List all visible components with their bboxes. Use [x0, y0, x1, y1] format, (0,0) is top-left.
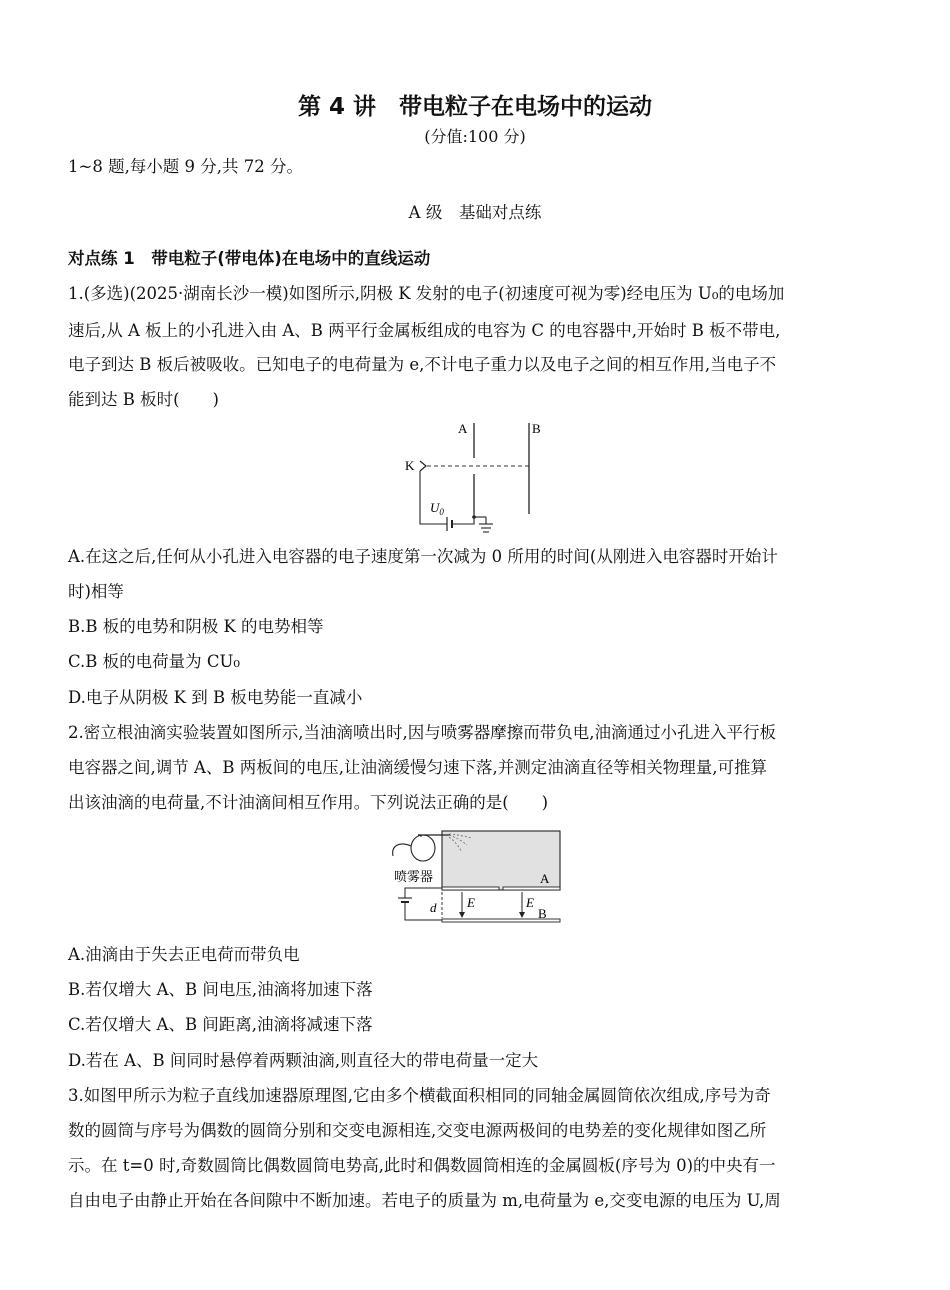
q1-line: 速后,从 A 板上的小孔进入由 A、B 两平行金属板组成的电容为 C 的电容器中,开始时 B 板不带电, [68, 321, 781, 340]
voltage-label: $U_0$ [430, 500, 444, 517]
q1-option: C.B 板的电荷量为 CU₀ [68, 652, 241, 671]
q2-line: 2.密立根油滴实验装置如图所示,当油滴喷出时,因与喷雾器摩擦而带负电,油滴通过小孔进入平行板 [68, 723, 776, 742]
q2-figure [385, 826, 565, 930]
q3-line: 自由电子由静止开始在各间隙中不断加速。若电子的质量为 m,电荷量为 e,交变电源的电压为 U,周 [68, 1191, 781, 1210]
field-arrowhead [459, 912, 465, 918]
q1-line: 1.(多选)(2025·湖南长沙一模)如图所示,阴极 K 发射的电子(初速度可视为零)经电压为 U₀的电场加 [68, 284, 785, 303]
plate-a-right [503, 887, 560, 890]
level-heading: A 级 基础对点练 [408, 203, 542, 222]
plate-a-label: A [458, 421, 468, 436]
q3-line: 3.如图甲所示为粒子直线加速器原理图,它由多个横截面积相同的同轴金属圆筒依次组成,序号为奇 [68, 1086, 771, 1105]
q1-line: 电子到达 B 板后被吸收。已知电子的电荷量为 e,不计电子重力以及电子之间的相互作用,当电子不 [68, 355, 777, 374]
wire-right [452, 514, 474, 524]
cathode-symbol [420, 461, 426, 471]
page-title: 第 4 讲 带电粒子在电场中的运动 [297, 94, 653, 120]
q1-option: A.在这之后,任何从小孔进入电容器的电子速度第一次减为 0 所用的时间(从刚进入电容器时开始计 [68, 547, 778, 566]
plate-b-label: B [532, 421, 541, 436]
plate-a-left [442, 887, 499, 890]
q2-line: 电容器之间,调节 A、B 两板间的电压,让油滴缓慢匀速下落,并测定油滴直径等相关物理量,可推算 [68, 758, 768, 777]
cathode-label: K [405, 458, 415, 473]
q2-option: D.若在 A、B 间同时悬停着两颗油滴,则直径大的带电荷量一定大 [68, 1051, 539, 1070]
q1-line: 能到达 B 板时( ) [68, 390, 219, 409]
sprayer-squeeze-bulb [393, 844, 411, 856]
q3-line: 数的圆筒与序号为偶数的圆筒分别和交变电源相连,交变电源两极间的电势差的变化规律如图乙所 [68, 1121, 767, 1140]
q1-option: 时)相等 [68, 582, 124, 601]
sprayer-label: 喷雾器 [394, 869, 434, 884]
q3-line: 示。在 t=0 时,奇数圆筒比偶数圆筒电势高,此时和偶数圆筒相连的金属圆板(序号为 0)的中央有一 [68, 1156, 776, 1175]
sprayer-bulb [411, 835, 435, 861]
q2-option: C.若仅增大 A、B 间距离,油滴将减速下落 [68, 1015, 373, 1034]
q1-figure [400, 418, 550, 547]
distance-label: d [430, 900, 437, 915]
wire-top [405, 888, 442, 898]
q2-option: A.油滴由于失去正电荷而带负电 [68, 945, 300, 964]
q1-option: B.B 板的电势和阴极 K 的电势相等 [68, 617, 324, 636]
q2-option: B.若仅增大 A、B 间电压,油滴将加速下落 [68, 980, 373, 999]
field-label: E [467, 895, 475, 910]
q2-line: 出该油滴的电荷量,不计油滴间相互作用。下列说法正确的是( ) [68, 793, 549, 812]
q1-option: D.电子从阴极 K 到 B 板电势能一直减小 [68, 688, 363, 707]
instructions: 1~8 题,每小题 9 分,共 72 分。 [68, 157, 304, 176]
field-arrowhead [519, 912, 525, 918]
plate-b-label: B [538, 906, 547, 921]
section-heading: 对点练 1 带电粒子(带电体)在电场中的直线运动 [68, 249, 431, 268]
field-label: E [526, 895, 534, 910]
plate-a-label: A [540, 871, 550, 886]
score-note: (分值:100 分) [424, 127, 526, 146]
